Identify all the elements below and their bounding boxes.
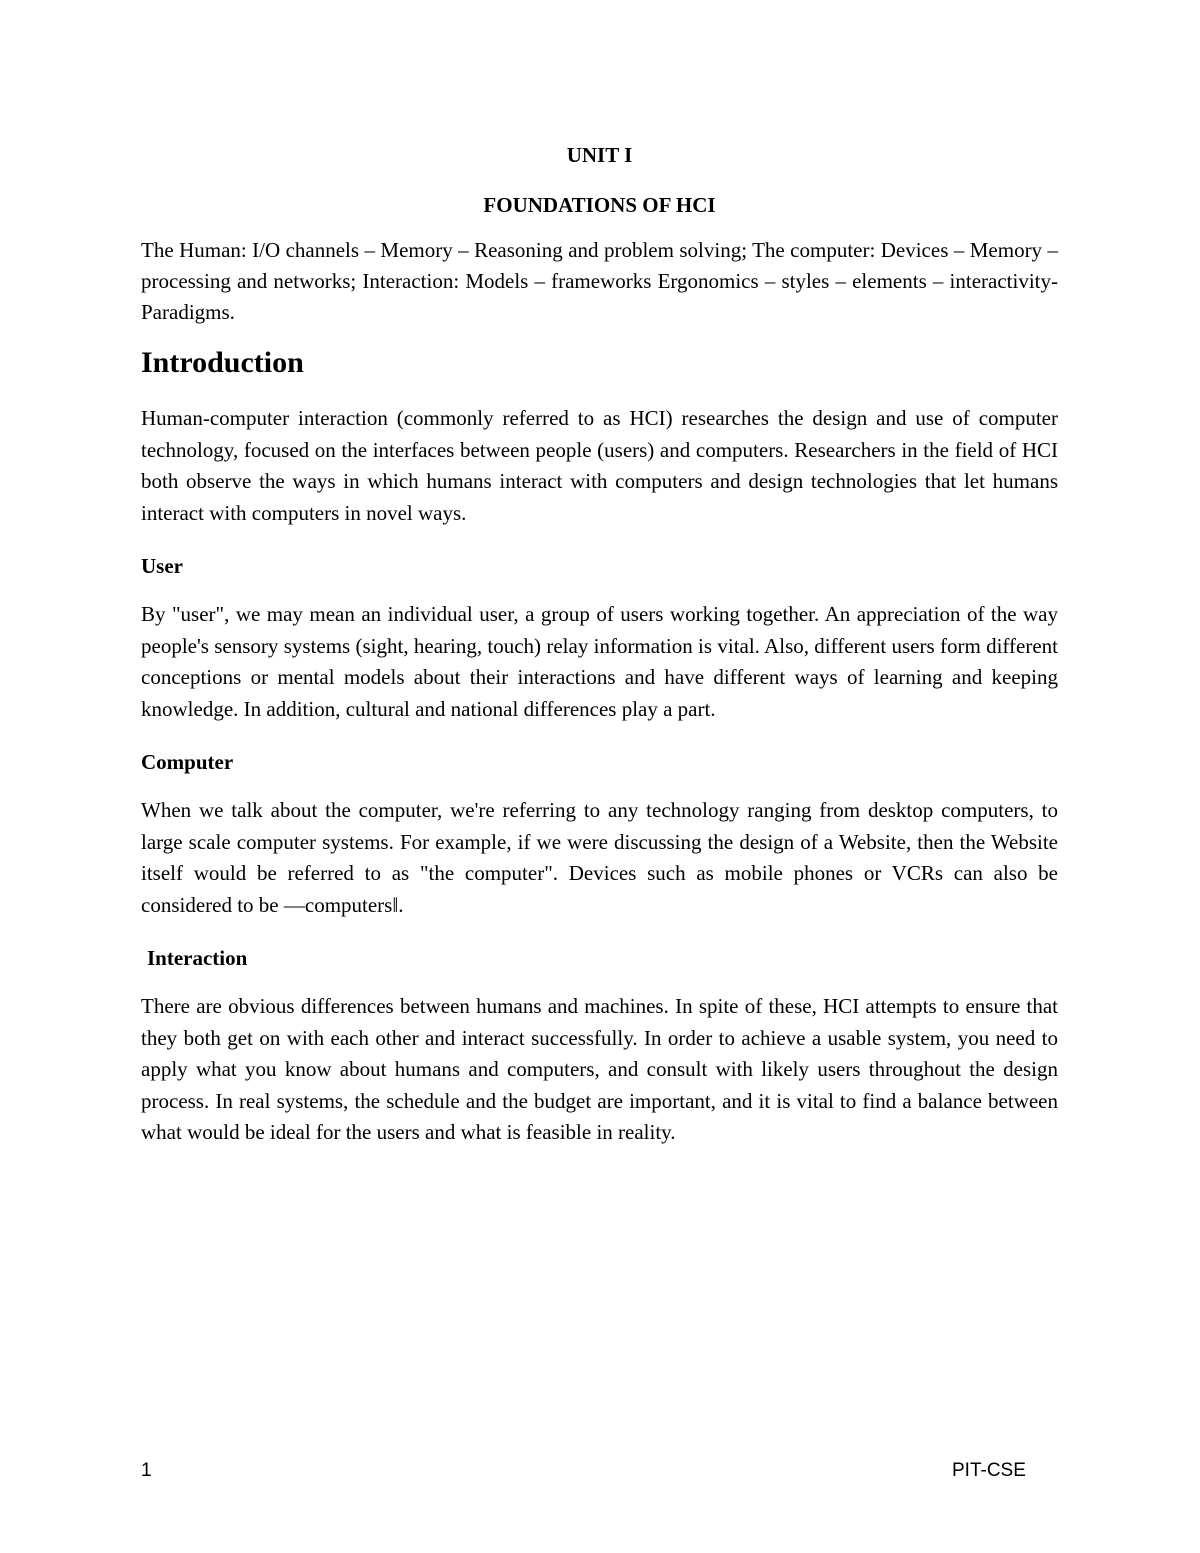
page-number: 1 <box>141 1460 152 1481</box>
introduction-paragraph: Human-computer interaction (commonly referred to as HCI) researches the design and use of computer technology, focused on the interfaces between people (users) and computers. Researchers in the field of HCI both observe the ways in which humans interact with computers and design technologies that let humans interact with computers in novel ways. <box>141 406 1058 525</box>
computer-heading: Computer <box>141 750 234 774</box>
user-paragraph: By "user", we may mean an individual user, a group of users working together. An appreciation of the way people's sensory systems (sight, hearing, touch) relay information is vital. Also, different users form different conceptions or mental models about their interactions and have different ways of learning and keeping knowledge. In addition, cultural and national differences play a part. <box>141 602 1058 721</box>
footer-label: PIT-CSE <box>952 1460 1026 1481</box>
computer-paragraph: When we talk about the computer, we're referring to any technology ranging from desktop computers, to large scale computer systems. For example, if we were discussing the design of a Website, then the Website itself would be referred to as "the computer". Devices such as mobile phones or VCRs can also be considered to be —computers‖. <box>141 798 1058 917</box>
interaction-heading: Interaction <box>147 946 248 970</box>
syllabus-paragraph: The Human: I/O channels – Memory – Reasoning and problem solving; The computer: Devices – Memory – processing and networks; Interaction: Models – frameworks Ergonomics – styles – elements – interactivity- Paradigms. <box>141 238 1058 324</box>
unit-title: UNIT I <box>566 143 633 167</box>
user-heading: User <box>141 554 183 578</box>
interaction-paragraph: There are obvious differences between humans and machines. In spite of these, HCI attempts to ensure that they both get on with each other and interact successfully. In order to achieve a usable system, you need to apply what you know about humans and computers, and consult with likely users throughout the design process. In real systems, the schedule and the budget are important, and it is vital to find a balance between what would be ideal for the users and what is feasible in reality. <box>141 994 1058 1144</box>
document-title: FOUNDATIONS OF HCI <box>483 193 716 217</box>
page-content <box>141 140 1058 1149</box>
introduction-heading: Introduction <box>141 346 304 379</box>
